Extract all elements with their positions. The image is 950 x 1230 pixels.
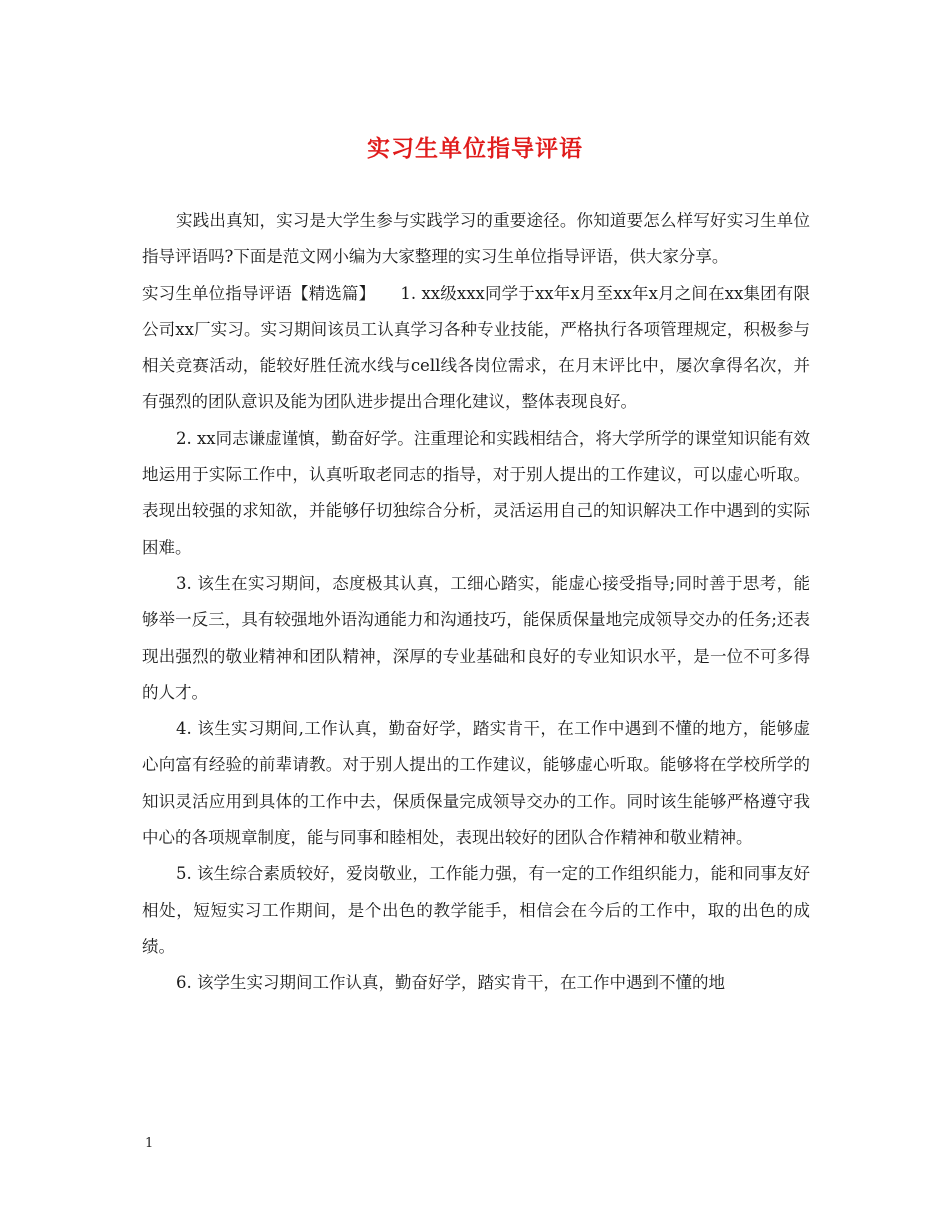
document-title: 实习生单位指导评语 [367,136,583,162]
paragraph-intro: 实践出真知，实习是大学生参与实践学习的重要途径。你知道要怎么样写好实习生单位指导评语吗?下面是范文网小编为大家整理的实习生单位指导评语，供大家分享。 [142,211,810,267]
document-body [142,203,810,1002]
paragraph-1: 实习生单位指导评语【精选篇】 1. xx级xxx同学于xx年x月至xx年x月之间在xx集团有限公司xx厂实习。实习期间该员工认真学习各种专业技能，严格执行各项管理规定，积极参与相关竞赛活动，能较好胜任流水线与cell线各岗位需求，在月末评比中，屡次拿得名次，并有强烈的团队意识及能为团队进步提出合理化建议，整体表现良好。 [142,283,810,412]
paragraph-4: 4. 该生实习期间,工作认真，勤奋好学，踏实肯干，在工作中遇到不懂的地方，能够虚心向富有经验的前辈请教。对于别人提出的工作建议，能够虚心听取。能够将在学校所学的知识灵活应用到具体的工作中去，保质保量完成领导交办的工作。同时该生能够严格遵守我中心的各项规章制度，能与同事和睦相处，表现出较好的团队合作精神和敬业精神。 [142,719,810,848]
page-number: 1 [145,1136,154,1151]
paragraph-6: 6. 该学生实习期间工作认真，勤奋好学，踏实肯干，在工作中遇到不懂的地 [176,973,725,993]
paragraph-2: 2. xx同志谦虚谨慎，勤奋好学。注重理论和实践相结合，将大学所学的课堂知识能有效地运用于实际工作中，认真听取老同志的指导，对于别人提出的工作建议，可以虚心听取。表现出较强的求知欲，并能够仔切独综合分析，灵活运用自己的知识解决工作中遇到的实际困难。 [142,428,810,557]
paragraph-5: 5. 该生综合素质较好，爱岗敬业，工作能力强，有一定的工作组织能力，能和同事友好相处，短短实习工作期间，是个出色的教学能手，相信会在今后的工作中，取的出色的成绩。 [142,864,810,956]
paragraph-3: 3. 该生在实习期间，态度极其认真，工细心踏实，能虚心接受指导;同时善于思考，能够举一反三，具有较强地外语沟通能力和沟通技巧，能保质保量地完成领导交办的任务;还表现出强烈的敬业精神和团队精神，深厚的专业基础和良好的专业知识水平，是一位不可多得的人才。 [142,573,810,702]
